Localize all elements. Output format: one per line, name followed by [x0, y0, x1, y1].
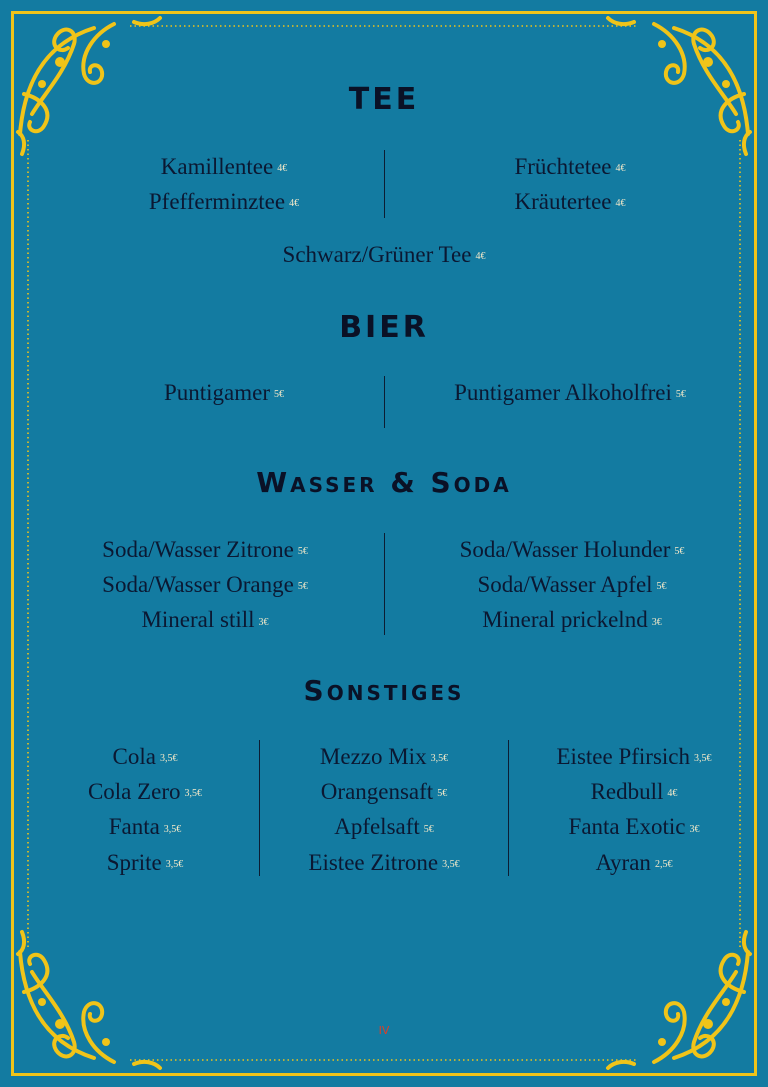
item-price: 3€: [258, 616, 269, 628]
item-name: Pfefferminztee: [148, 189, 286, 215]
menu-item: [0, 238, 768, 273]
item-price: 5€: [437, 788, 448, 800]
menu-item: [412, 533, 732, 568]
item-price: 3,5€: [159, 753, 178, 765]
menu-item: [50, 603, 360, 638]
item-name: Mineral prickelnd: [482, 607, 648, 633]
item-name: Orangensaft: [320, 779, 434, 805]
menu-item: [40, 846, 250, 881]
item-price: 5€: [423, 823, 434, 835]
item-price: 4€: [615, 163, 626, 175]
menu-item: [270, 775, 498, 810]
item-price: 3,5€: [184, 788, 203, 800]
menu-item: [520, 775, 748, 810]
ornament-bottom-right-icon: [604, 922, 754, 1072]
item-price: 3,5€: [163, 823, 182, 835]
menu-item: [430, 185, 710, 220]
item-price: 2,5€: [654, 858, 673, 870]
menu-item: [84, 150, 364, 185]
page-number: IV: [378, 1024, 390, 1037]
item-name: Soda/Wasser Zitrone: [102, 537, 294, 562]
menu-item: [520, 810, 748, 845]
item-price: 3,5€: [430, 753, 449, 765]
item-price: 3,5€: [442, 858, 460, 870]
item-name: Fanta: [108, 814, 160, 840]
item-name: Eistee Pfirsich: [556, 744, 690, 769]
item-price: 4€: [277, 163, 288, 175]
item-price: 3€: [651, 616, 662, 628]
item-name: Kamillentee: [160, 154, 274, 179]
menu-item: [412, 568, 732, 603]
section-title-sonstiges: Sonstiges: [303, 674, 465, 707]
item-price: 5€: [297, 581, 308, 593]
menu-item: [520, 740, 748, 775]
menu-item: [270, 740, 498, 775]
item-name: Puntigamer Alkoholfrei: [454, 380, 672, 405]
item-name: Fanta Exotic: [568, 814, 686, 840]
sonstiges-column-2: [270, 740, 498, 881]
item-name: Mezzo Mix: [319, 744, 427, 769]
section-title-tee: TEE: [348, 82, 420, 117]
tee-right-column: [430, 150, 710, 220]
item-price: 4€: [475, 251, 486, 263]
item-name: Kräutertee: [514, 189, 612, 215]
item-name: Soda/Wasser Apfel: [477, 572, 653, 598]
item-price: 3€: [689, 823, 700, 835]
wasser-left-column: [50, 533, 360, 639]
item-name: Puntigamer: [163, 380, 271, 405]
item-price: 5€: [674, 546, 685, 558]
item-price: 3,5€: [694, 753, 712, 765]
item-name: Ayran: [595, 849, 651, 875]
item-name: Mineral still: [141, 607, 255, 633]
item-price: 4€: [615, 198, 626, 210]
menu-item: [270, 846, 498, 881]
menu-item: [412, 603, 732, 638]
tee-left-column: [84, 150, 364, 220]
column-divider: [384, 533, 385, 635]
item-name: Früchtetee: [514, 154, 612, 179]
item-name: Sprite: [106, 849, 162, 875]
item-price: 4€: [289, 198, 300, 210]
item-name: Soda/Wasser Orange: [102, 572, 294, 598]
section-title-bier: BIER: [339, 310, 429, 345]
sonstiges-column-1: [40, 740, 250, 881]
menu-item: [430, 150, 710, 185]
menu-item: [50, 533, 360, 568]
menu-item: [84, 376, 364, 411]
item-price: 5€: [675, 389, 686, 401]
menu-item: [40, 810, 250, 845]
sonstiges-column-3: [520, 740, 748, 881]
column-divider: [384, 376, 385, 428]
menu-item: [410, 376, 730, 411]
column-divider: [259, 740, 260, 876]
column-divider: [508, 740, 509, 876]
menu-item: [40, 775, 250, 810]
item-price: 5€: [656, 581, 667, 593]
item-name: Apfelsaft: [334, 814, 420, 840]
ornament-bottom-left-icon: [14, 922, 164, 1072]
bier-right-column: [410, 376, 730, 411]
item-name: Cola: [112, 744, 156, 769]
menu-item: [520, 846, 748, 881]
section-title-wasser: Wasser & Soda: [256, 466, 512, 499]
item-name: Eistee Zitrone: [308, 849, 439, 875]
item-name: Soda/Wasser Holunder: [459, 537, 671, 562]
item-price: 4€: [667, 788, 678, 800]
item-price: 3,5€: [165, 858, 184, 870]
item-name: Schwarz/Grüner Tee: [282, 242, 472, 267]
wasser-right-column: [412, 533, 732, 639]
menu-item: [270, 810, 498, 845]
menu-item: [84, 185, 364, 220]
column-divider: [384, 150, 385, 218]
tee-center-row: [0, 238, 768, 273]
item-name: Redbull: [590, 779, 664, 805]
item-name: Cola Zero: [87, 779, 181, 805]
item-price: 5€: [297, 546, 308, 558]
menu-item: [50, 568, 360, 603]
bier-left-column: [84, 376, 364, 411]
item-price: 5€: [274, 389, 285, 401]
menu-item: [40, 740, 250, 775]
